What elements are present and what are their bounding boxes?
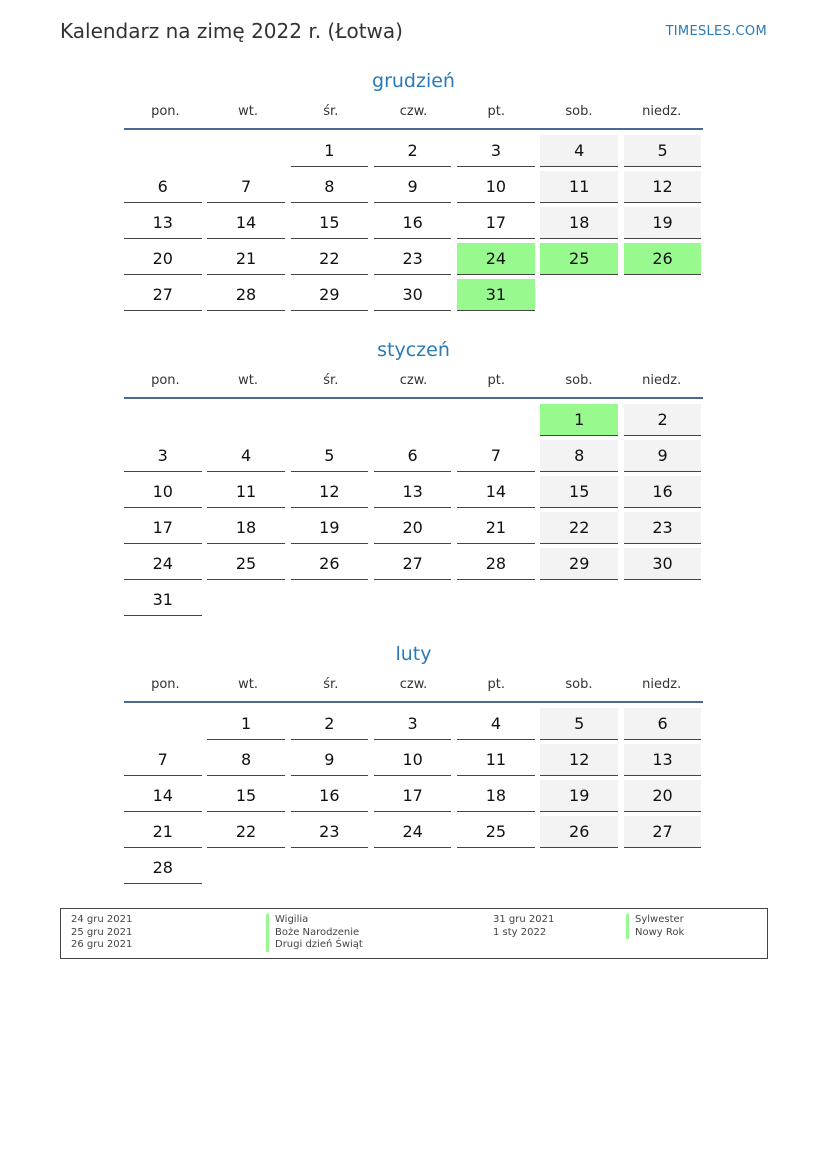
day-cell: 17 — [374, 780, 452, 812]
weekday-label: pt. — [487, 676, 505, 692]
empty-day-cell — [207, 584, 285, 615]
page-title: Kalendarz na zimę 2022 r. (Łotwa) — [60, 19, 403, 43]
month-name: grudzień — [372, 70, 455, 92]
day-cell: 5 — [291, 440, 369, 472]
day-cell: 28 — [457, 548, 535, 580]
day-cell: 30 — [374, 279, 452, 311]
weekday-header — [124, 369, 703, 391]
day-cell: 20 — [624, 780, 702, 812]
day-cell: 3 — [124, 440, 202, 472]
day-cell: 27 — [624, 816, 702, 848]
weekday-label: śr. — [323, 372, 339, 388]
empty-day-cell — [374, 404, 452, 435]
day-cell: 16 — [624, 476, 702, 508]
empty-day-cell — [291, 852, 369, 883]
empty-day-cell — [457, 404, 535, 435]
day-cell: 24 — [457, 243, 535, 275]
weekday-label: śr. — [323, 676, 339, 692]
day-cell: 21 — [457, 512, 535, 544]
empty-day-cell — [624, 584, 702, 615]
day-cell: 3 — [374, 708, 452, 740]
weekday-label: wt. — [238, 103, 259, 119]
day-cell: 5 — [624, 135, 702, 167]
week-row — [124, 135, 703, 171]
month-february — [124, 643, 703, 888]
weekday-label: pt. — [487, 372, 505, 388]
day-cell: 10 — [124, 476, 202, 508]
weekday-header — [124, 100, 703, 122]
day-cell: 11 — [540, 171, 618, 203]
day-cell: 25 — [540, 243, 618, 275]
day-cell: 6 — [374, 440, 452, 472]
day-cell: 31 — [124, 584, 202, 616]
legend-holiday-name: Drugi dzień Świąt — [266, 939, 363, 952]
legend-date: 26 gru 2021 — [71, 939, 133, 950]
day-cell: 4 — [207, 440, 285, 472]
empty-day-cell — [124, 404, 202, 435]
weekday-label: pon. — [151, 676, 180, 692]
weekday-label: czw. — [399, 676, 428, 692]
day-cell: 27 — [374, 548, 452, 580]
day-cell: 22 — [291, 243, 369, 275]
day-cell: 12 — [291, 476, 369, 508]
day-cell: 4 — [540, 135, 618, 167]
header-divider — [124, 397, 703, 399]
empty-day-cell — [374, 852, 452, 883]
day-cell: 9 — [291, 744, 369, 776]
day-cell: 3 — [457, 135, 535, 167]
weekday-label: wt. — [238, 676, 259, 692]
legend-dates-left — [71, 914, 132, 952]
week-row — [124, 171, 703, 207]
weekday-label: czw. — [399, 372, 428, 388]
header-divider — [124, 701, 703, 703]
week-row — [124, 404, 703, 440]
legend-names-left — [266, 914, 363, 952]
brand-link[interactable]: TIMESLES.COM — [665, 24, 767, 39]
day-cell: 28 — [124, 852, 202, 884]
weekday-label: sob. — [565, 372, 593, 388]
day-cell: 29 — [540, 548, 618, 580]
empty-day-cell — [540, 584, 618, 615]
weekday-label: śr. — [323, 103, 339, 119]
weekday-label: sob. — [565, 676, 593, 692]
day-cell: 16 — [291, 780, 369, 812]
empty-day-cell — [291, 584, 369, 615]
day-cell: 21 — [207, 243, 285, 275]
day-cell: 1 — [207, 708, 285, 740]
week-row — [124, 440, 703, 476]
empty-day-cell — [207, 135, 285, 166]
day-cell: 27 — [124, 279, 202, 311]
weekday-label: niedz. — [642, 372, 682, 388]
empty-day-cell — [124, 708, 202, 739]
day-cell: 14 — [124, 780, 202, 812]
weekday-label: czw. — [399, 103, 428, 119]
day-cell: 24 — [124, 548, 202, 580]
empty-day-cell — [374, 584, 452, 615]
header-divider — [124, 128, 703, 130]
legend-date: 1 sty 2022 — [493, 926, 547, 938]
legend-holiday-name: Sylwester — [626, 914, 684, 927]
day-cell: 15 — [540, 476, 618, 508]
day-cell: 19 — [291, 512, 369, 544]
day-cell: 18 — [540, 207, 618, 239]
day-cell: 21 — [124, 816, 202, 848]
day-cell: 5 — [540, 708, 618, 740]
day-cell: 20 — [124, 243, 202, 275]
day-cell: 17 — [124, 512, 202, 544]
week-row — [124, 744, 703, 780]
day-cell: 7 — [207, 171, 285, 203]
week-row — [124, 476, 703, 512]
week-row — [124, 279, 703, 315]
day-cell: 17 — [457, 207, 535, 239]
week-row — [124, 512, 703, 548]
weekday-label: sob. — [565, 103, 593, 119]
day-cell: 8 — [291, 171, 369, 203]
day-cell: 25 — [457, 816, 535, 848]
day-cell: 24 — [374, 816, 452, 848]
day-cell: 8 — [540, 440, 618, 472]
weekday-label: pon. — [151, 103, 180, 119]
day-cell: 6 — [124, 171, 202, 203]
day-cell: 23 — [291, 816, 369, 848]
weekday-label: pon. — [151, 372, 180, 388]
day-cell: 1 — [540, 404, 618, 436]
legend-names-right — [626, 914, 684, 939]
weekday-label: pt. — [487, 103, 505, 119]
day-cell: 23 — [624, 512, 702, 544]
empty-day-cell — [207, 852, 285, 883]
day-cell: 31 — [457, 279, 535, 311]
day-cell: 22 — [207, 816, 285, 848]
legend-holiday-name: Boże Narodzenie — [266, 927, 363, 940]
day-cell: 7 — [124, 744, 202, 776]
day-cell: 19 — [624, 207, 702, 239]
week-row — [124, 780, 703, 816]
legend-holiday-name: Nowy Rok — [626, 927, 684, 940]
empty-day-cell — [457, 852, 535, 883]
day-cell: 18 — [207, 512, 285, 544]
day-cell: 14 — [207, 207, 285, 239]
month-name: luty — [395, 643, 432, 665]
week-row — [124, 584, 703, 620]
empty-day-cell — [624, 279, 702, 310]
day-cell: 6 — [624, 708, 702, 740]
day-cell: 11 — [457, 744, 535, 776]
day-cell: 14 — [457, 476, 535, 508]
empty-day-cell — [291, 404, 369, 435]
empty-day-cell — [207, 404, 285, 435]
day-cell: 4 — [457, 708, 535, 740]
legend-date: 31 gru 2021 — [493, 914, 555, 925]
month-december — [124, 70, 703, 315]
month-january — [124, 339, 703, 620]
weekday-label: niedz. — [642, 676, 682, 692]
day-cell: 2 — [291, 708, 369, 740]
day-cell: 9 — [374, 171, 452, 203]
day-cell: 20 — [374, 512, 452, 544]
weekday-label: wt. — [238, 372, 259, 388]
holiday-legend — [60, 908, 768, 959]
day-cell: 28 — [207, 279, 285, 311]
day-cell: 30 — [624, 548, 702, 580]
legend-dates-right — [493, 914, 554, 939]
day-cell: 13 — [374, 476, 452, 508]
day-cell: 2 — [374, 135, 452, 167]
day-cell: 19 — [540, 780, 618, 812]
day-cell: 10 — [374, 744, 452, 776]
empty-day-cell — [124, 135, 202, 166]
day-cell: 18 — [457, 780, 535, 812]
weekday-header — [124, 673, 703, 695]
week-row — [124, 708, 703, 744]
legend-date: 25 gru 2021 — [71, 926, 133, 938]
empty-day-cell — [540, 852, 618, 883]
day-cell: 13 — [124, 207, 202, 239]
empty-day-cell — [624, 852, 702, 883]
empty-day-cell — [540, 279, 618, 310]
week-row — [124, 243, 703, 279]
day-cell: 7 — [457, 440, 535, 472]
day-cell: 11 — [207, 476, 285, 508]
day-cell: 15 — [207, 780, 285, 812]
day-cell: 26 — [540, 816, 618, 848]
day-cell: 26 — [624, 243, 702, 275]
legend-date: 24 gru 2021 — [71, 914, 133, 925]
day-cell: 1 — [291, 135, 369, 167]
day-cell: 22 — [540, 512, 618, 544]
day-cell: 10 — [457, 171, 535, 203]
week-row — [124, 207, 703, 243]
weekday-label: niedz. — [642, 103, 682, 119]
day-cell: 12 — [540, 744, 618, 776]
day-cell: 29 — [291, 279, 369, 311]
month-name: styczeń — [377, 339, 450, 361]
day-cell: 2 — [624, 404, 702, 436]
legend-holiday-name: Wigilia — [266, 914, 363, 927]
week-row — [124, 852, 703, 888]
week-row — [124, 816, 703, 852]
day-cell: 13 — [624, 744, 702, 776]
day-cell: 16 — [374, 207, 452, 239]
day-cell: 23 — [374, 243, 452, 275]
day-cell: 12 — [624, 171, 702, 203]
empty-day-cell — [457, 584, 535, 615]
day-cell: 25 — [207, 548, 285, 580]
day-cell: 15 — [291, 207, 369, 239]
day-cell: 9 — [624, 440, 702, 472]
day-cell: 26 — [291, 548, 369, 580]
day-cell: 8 — [207, 744, 285, 776]
week-row — [124, 548, 703, 584]
